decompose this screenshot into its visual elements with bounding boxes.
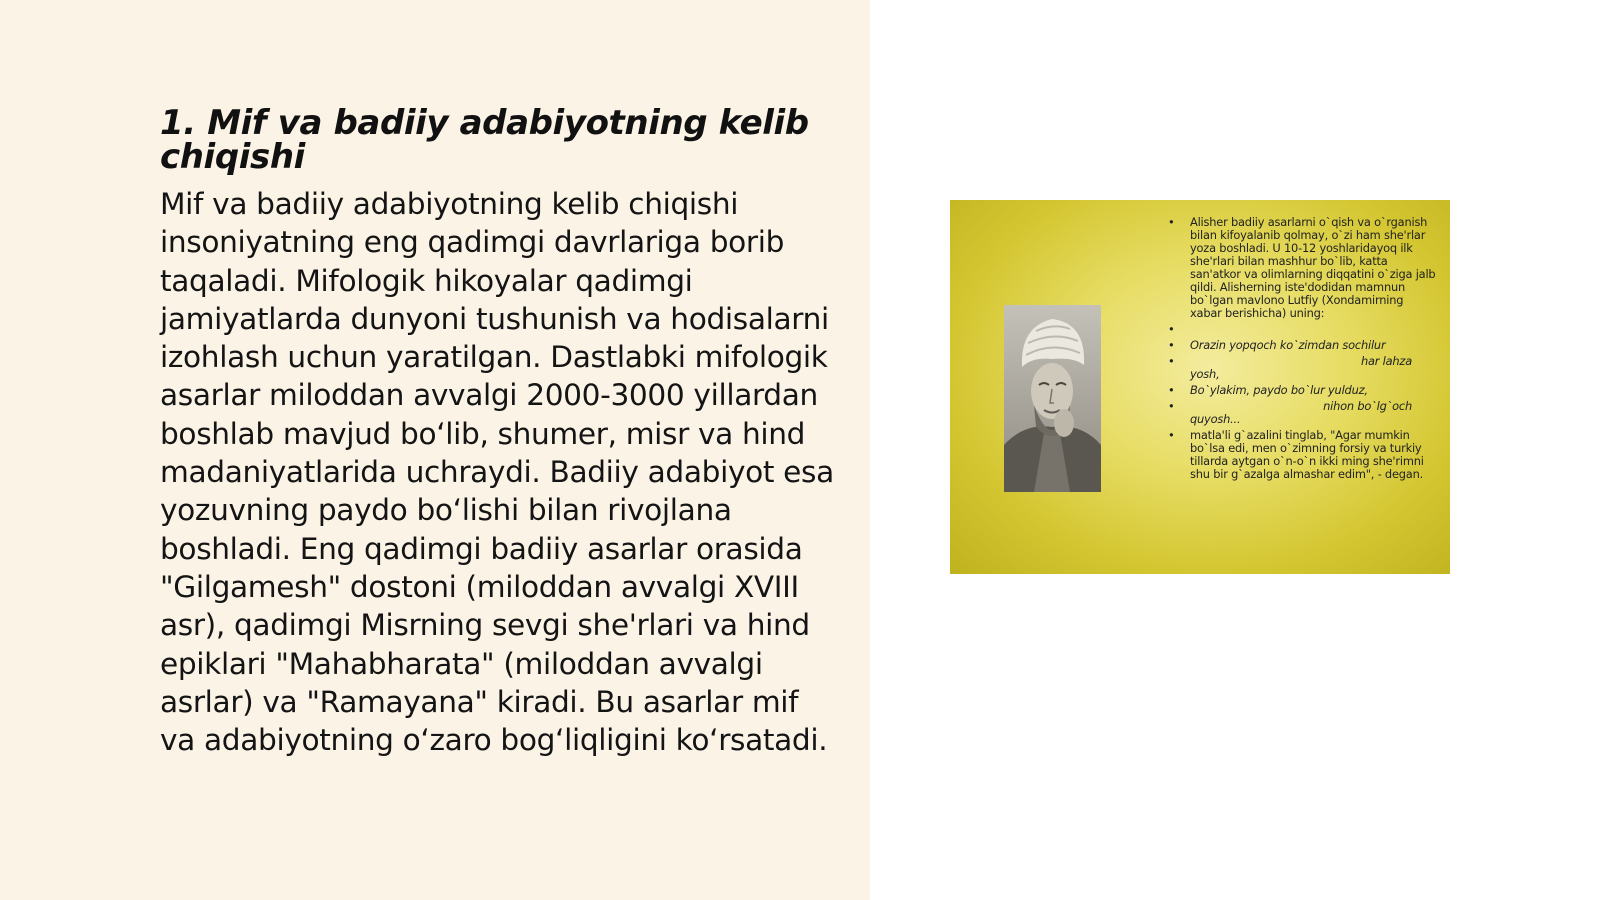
bullet-item: [1168, 355, 1436, 381]
bullet-item: [1168, 323, 1436, 336]
portrait-drawing: [1004, 305, 1101, 492]
bullet-list: [1168, 216, 1436, 484]
bullet-line: quyosh...: [1190, 412, 1241, 426]
bullet-item: • Alisher badiiy asarlarni o`qish va o`rganish bilan kifoyalanib qolmay, o`zi ham she'rlar yoza boshladi. U 10-12 yoshlaridayoq ilk she'rlari bilan mashhur bo`lib, katta san'atkor va olimlarning diqqatini o`ziga jalb qildi. Alisherning iste'dodidan mamnun bo`lgan mavlono Lutfiy (Xondamirning xabar berishicha) uning:: [1168, 216, 1436, 320]
bullet-item: [1168, 400, 1436, 426]
bullet-line: • har lahza: [1360, 354, 1412, 368]
slide-body-text: Mif va badiiy adabiyotning kelib chiqishi insoniyatning eng qadimgi davrlariga borib taqaladi. Mifologik hikoyalar qadimgi jamiyatlarda dunyoni tushunish va hodisalarni izohlash uchun yaratilgan. Dastlabki mifologik asarlar miloddan avvalgi 2000-3000 yillardan boshlab mavjud bo‘lib, shumer, misr va hind madaniyatlarida uchraydi. Badiiy adabiyot esa yozuvning paydo bo‘lishi bilan rivojlana boshladi. Eng qadimgi badiiy asarlar orasida "Gilgamesh" dostoni (miloddan avvalgi XVIII asr), qadimgi Misrning sevgi she'rlari va hind epiklari "Mahabharata" (miloddan avvalgi asrlar) va "Ramayana" kiradi. Bu asarlar mif va adabiyotning o‘zaro bog‘liqligini ko‘rsatadi.: [160, 187, 834, 758]
bullet-item: • Bo`ylakim, paydo bo`lur yulduz,: [1168, 384, 1436, 397]
bullet-item: • Orazin yopqoch ko`zimdan sochilur: [1168, 339, 1436, 352]
portrait-image: [1004, 305, 1101, 492]
bullet-line: • nihon bo`lg`och: [1323, 399, 1412, 413]
slide-title: 1. Mif va badiiy adabiyotning kelib chiqishi: [160, 103, 809, 177]
embedded-slide-image: [950, 200, 1450, 574]
bullet-item: • matla'li g`azalini tinglab, "Agar mumkin bo`lsa edi, men o`zimning forsiy va turkiy tillarda aytgan o`n-o`n ikki ming she'rimni shu bir g`azalga almashar edim", - degan.: [1168, 429, 1436, 481]
bullet-line: yosh,: [1190, 367, 1220, 381]
